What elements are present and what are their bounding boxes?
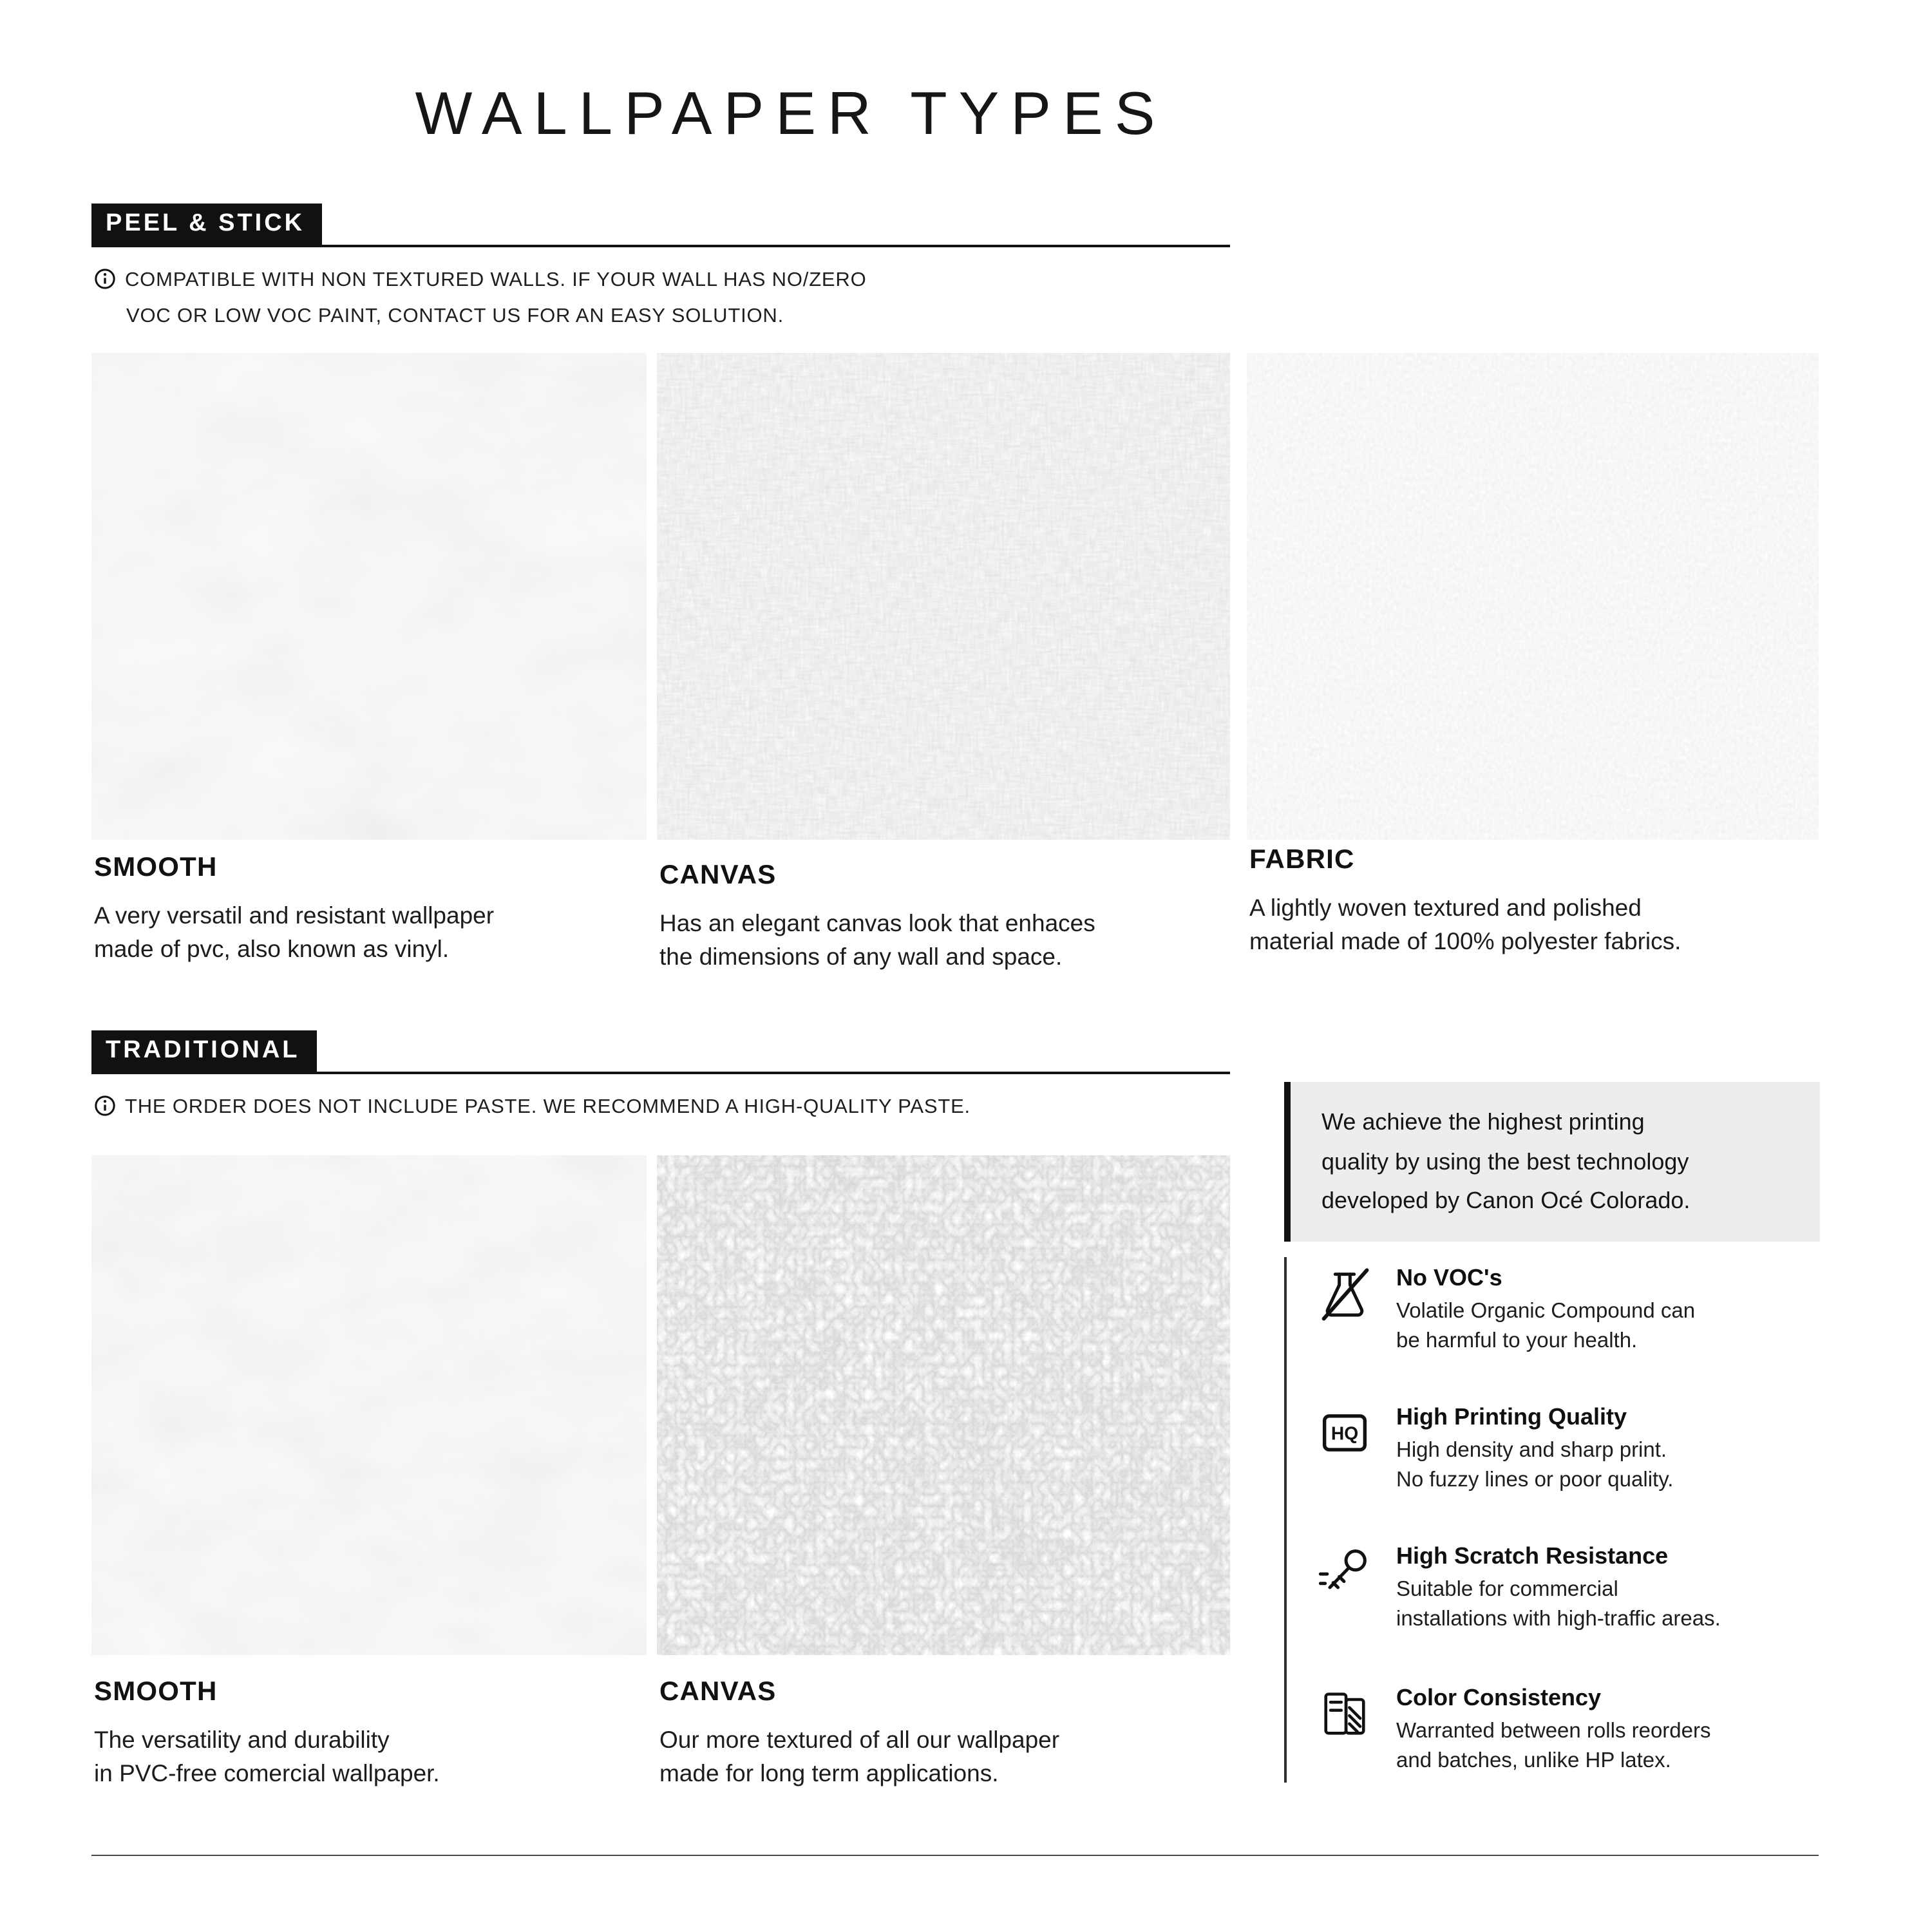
traditional-canvas-title: CANVAS <box>659 1677 777 1707</box>
hq-icon <box>1314 1404 1376 1466</box>
feature-description <box>1396 1297 1695 1356</box>
smooth-texture-image <box>91 1155 647 1655</box>
info-icon <box>94 268 116 301</box>
feature-description <box>1396 1436 1673 1495</box>
printing-quality-callout <box>1284 1082 1820 1242</box>
peel-canvas-description <box>659 907 1247 974</box>
peel-smooth-swatch <box>91 353 647 840</box>
peel-smooth-description <box>94 899 661 966</box>
desc-line: be harmful to your health. <box>1396 1329 1638 1353</box>
desc-line: The versatility and durability <box>94 1726 390 1753</box>
peel-fabric-title: FABRIC <box>1249 845 1355 875</box>
feature-scratch-resistance <box>1314 1543 1824 1634</box>
traditional-smooth-swatch <box>91 1155 647 1655</box>
smooth-texture-image <box>91 353 647 840</box>
peel-note-line-2: VOC OR LOW VOC PAINT, CONTACT US FOR AN EASY SOLUTION. <box>126 305 784 327</box>
desc-line: Our more textured of all our wallpaper <box>659 1726 1060 1753</box>
no-voc-icon <box>1314 1265 1376 1327</box>
feature-description <box>1396 1717 1711 1776</box>
section-header-peel-stick <box>91 204 1230 247</box>
bottom-divider-line <box>91 1855 1819 1856</box>
traditional-note <box>94 1092 971 1128</box>
feature-high-printing-quality <box>1314 1404 1824 1495</box>
feature-title: High Printing Quality <box>1396 1404 1627 1430</box>
desc-line: A very versatil and resistant wallpaper <box>94 902 495 929</box>
peel-canvas-title: CANVAS <box>659 860 777 890</box>
peel-note-line-1: COMPATIBLE WITH NON TEXTURED WALLS. IF YOUR WALL HAS NO/ZERO <box>125 269 867 291</box>
rough-canvas-texture-image <box>657 1155 1230 1655</box>
feature-description <box>1396 1575 1721 1634</box>
feature-title: No VOC's <box>1396 1265 1502 1291</box>
feature-no-voc <box>1314 1265 1824 1356</box>
feature-title: Color Consistency <box>1396 1685 1602 1710</box>
traditional-smooth-title: SMOOTH <box>94 1677 218 1707</box>
section-badge-peel-stick: PEEL & STICK <box>91 204 321 245</box>
hq-icon-label: HQ <box>1331 1423 1359 1444</box>
desc-line: installations with high-traffic areas. <box>1396 1607 1721 1631</box>
peel-smooth-title: SMOOTH <box>94 853 218 882</box>
quality-line: developed by Canon Océ Colorado. <box>1321 1188 1690 1214</box>
canvas-texture-image <box>657 353 1230 840</box>
section-header-traditional <box>91 1030 1230 1074</box>
peel-fabric-swatch <box>1247 353 1819 840</box>
feature-color-consistency <box>1314 1685 1824 1776</box>
desc-line: A lightly woven textured and polished <box>1249 894 1642 921</box>
desc-line: No fuzzy lines or poor quality. <box>1396 1468 1674 1492</box>
feature-title: High Scratch Resistance <box>1396 1543 1669 1569</box>
traditional-note-text: THE ORDER DOES NOT INCLUDE PASTE. WE RECOMMEND A HIGH-QUALITY PASTE. <box>125 1096 971 1118</box>
key-scratch-icon <box>1314 1543 1376 1605</box>
desc-line: Has an elegant canvas look that enhaces <box>659 909 1095 936</box>
traditional-canvas-swatch <box>657 1155 1230 1655</box>
desc-line: Suitable for commercial <box>1396 1578 1618 1601</box>
desc-line: High density and sharp print. <box>1396 1439 1667 1462</box>
feature-text <box>1396 1543 1721 1634</box>
desc-line: made of pvc, also known as vinyl. <box>94 934 450 962</box>
section-badge-traditional: TRADITIONAL <box>91 1030 317 1072</box>
desc-line: in PVC-free comercial wallpaper. <box>94 1759 440 1786</box>
peel-stick-note <box>94 265 867 333</box>
features-divider-line <box>1284 1257 1287 1783</box>
fabric-texture-image <box>1247 353 1819 840</box>
info-icon <box>94 1095 116 1128</box>
feature-text <box>1396 1685 1711 1776</box>
peel-canvas-swatch <box>657 353 1230 840</box>
desc-line: the dimensions of any wall and space. <box>659 942 1063 970</box>
desc-line: made for long term applications. <box>659 1759 999 1786</box>
peel-fabric-description <box>1249 891 1824 958</box>
quality-line: We achieve the highest printing <box>1321 1109 1645 1135</box>
desc-line: Volatile Organic Compound can <box>1396 1300 1696 1323</box>
quality-line: quality by using the best technology <box>1321 1148 1689 1175</box>
color-swatch-icon <box>1314 1685 1376 1747</box>
traditional-canvas-description <box>659 1723 1247 1790</box>
feature-text <box>1396 1404 1673 1495</box>
traditional-smooth-description <box>94 1723 661 1790</box>
desc-line: Warranted between rolls reorders <box>1396 1719 1711 1743</box>
desc-line: material made of 100% polyester fabrics. <box>1249 927 1681 954</box>
page-title: WALLPAPER TYPES <box>415 79 1167 147</box>
feature-text <box>1396 1265 1695 1356</box>
desc-line: and batches, unlike HP latex. <box>1396 1749 1671 1773</box>
